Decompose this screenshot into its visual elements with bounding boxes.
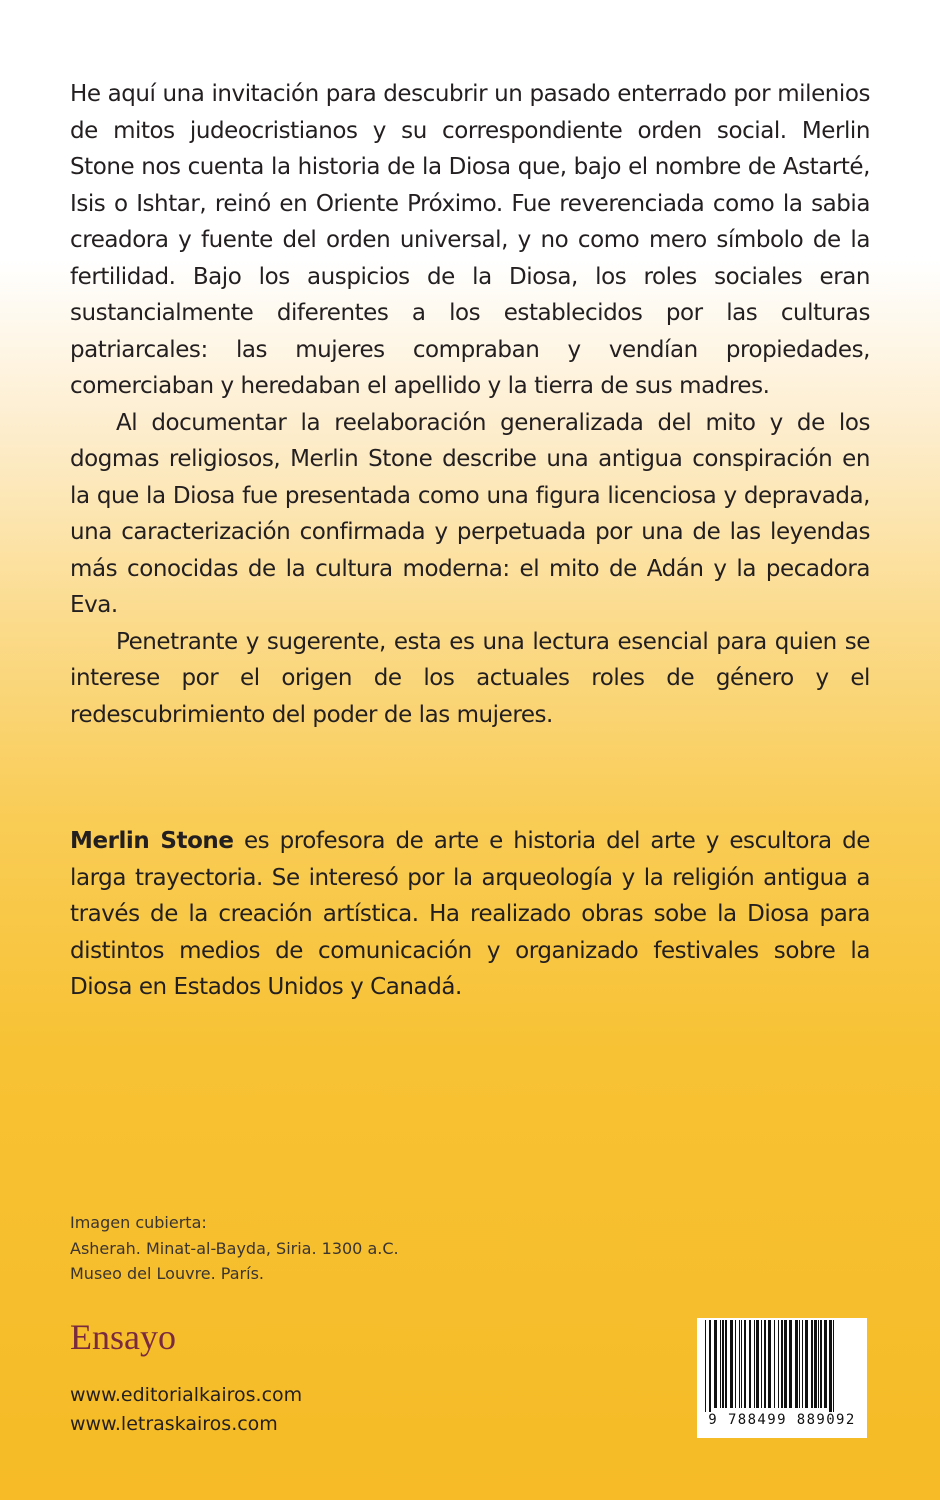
barcode-bar xyxy=(725,1320,727,1408)
barcode-bar xyxy=(833,1320,834,1412)
barcode-bar xyxy=(749,1320,751,1408)
barcode-bar xyxy=(705,1320,706,1412)
barcode-bar xyxy=(778,1320,779,1408)
websites xyxy=(70,1381,302,1439)
barcode-bar xyxy=(814,1320,817,1408)
barcode-bar xyxy=(761,1320,762,1408)
barcode-bar xyxy=(756,1320,759,1408)
barcode-bar xyxy=(805,1320,808,1408)
barcode-bar xyxy=(735,1320,736,1408)
synopsis xyxy=(70,76,870,733)
barcode-bar xyxy=(811,1320,813,1408)
website-link[interactable]: www.letraskairos.com xyxy=(70,1413,278,1435)
barcode-bars xyxy=(697,1318,867,1412)
author-paragraph xyxy=(70,823,870,1006)
synopsis-paragraph-2: Al documentar la reelaboración generalizada del mito y de los dogmas religiosos, Merlin Stone describe una antigua conspiración en la que la Diosa fue presentada como una figura licenciosa y depravada, una caracterización confirmada y perpetuada por una de las leyendas más conocidas de la cultura moderna: el mito de Adán y la pecadora Eva. xyxy=(70,409,870,618)
barcode-bar xyxy=(781,1320,783,1408)
genre-label: Ensayo xyxy=(70,1317,176,1357)
barcode-bar xyxy=(802,1320,803,1408)
barcode-bar xyxy=(799,1320,800,1408)
barcode-bar xyxy=(709,1320,711,1412)
barcode-bar xyxy=(820,1320,822,1408)
author-bio xyxy=(70,823,870,1006)
barcode-bar xyxy=(774,1320,775,1408)
barcode-bar xyxy=(741,1320,742,1408)
barcode-bar xyxy=(754,1320,755,1408)
barcode-bar xyxy=(720,1320,721,1408)
credits-line-1: Imagen cubierta: xyxy=(70,1213,207,1232)
barcode-bar xyxy=(714,1320,717,1408)
barcode-bar xyxy=(722,1320,724,1408)
credits-line-3: Museo del Louvre. París. xyxy=(70,1264,264,1283)
author-name: Merlin Stone xyxy=(70,828,234,854)
synopsis-paragraph-1: He aquí una invitación para descubrir un pasado enterrado por milenios de mitos judeocristianos y su correspondiente orden social. Merlin Stone nos cuenta la historia de la Diosa que, bajo el nombre de Astarté, Isis o Ishtar, reinó en Oriente Próximo. Fue reverenciada como la sabia creadora y fuente del orden universal, y no como mero símbolo de la fertilidad. Bajo los auspicios de la Diosa, los roles sociales eran sustancialmente diferentes a los establecidos por las culturas patriarcales: las mujeres compraban y vendían propiedades, comerciaban y heredaban el apellido y la tierra de sus madres. xyxy=(70,81,870,399)
barcode-bar xyxy=(795,1320,798,1408)
barcode xyxy=(697,1318,867,1438)
barcode-bar xyxy=(764,1320,766,1408)
barcode-bar xyxy=(818,1320,819,1408)
barcode-bar xyxy=(744,1320,746,1408)
barcode-bar xyxy=(768,1320,771,1408)
cover-image-credits xyxy=(70,1210,870,1287)
barcode-bar xyxy=(824,1320,827,1408)
barcode-bar xyxy=(789,1320,792,1408)
barcode-number: 9 788499 889092 xyxy=(708,1412,856,1428)
barcode-bar xyxy=(739,1320,740,1408)
barcode-bar xyxy=(730,1320,733,1408)
barcode-bar xyxy=(829,1320,832,1412)
synopsis-paragraph-3: Penetrante y sugerente, esta es una lectura esencial para quien se interese por el origen de los actuales roles de género y el redescubrimiento del poder de las mujeres. xyxy=(70,628,870,728)
credits-line-2: Asherah. Minat-al-Bayda, Siria. 1300 a.C. xyxy=(70,1238,399,1258)
author-bio-text: es profesora de arte e historia del arte y escultora de larga trayectoria. Se interesó por la arqueología y la religión antigua a través de la creación artística. Ha realizado obras sobe la Diosa para distintos medios de comunicación y organizado festivales sobre la Diosa en Estados Unidos y Canadá. xyxy=(70,828,870,1000)
barcode-bar xyxy=(784,1320,787,1408)
website-link[interactable]: www.editorialkairos.com xyxy=(70,1384,303,1406)
